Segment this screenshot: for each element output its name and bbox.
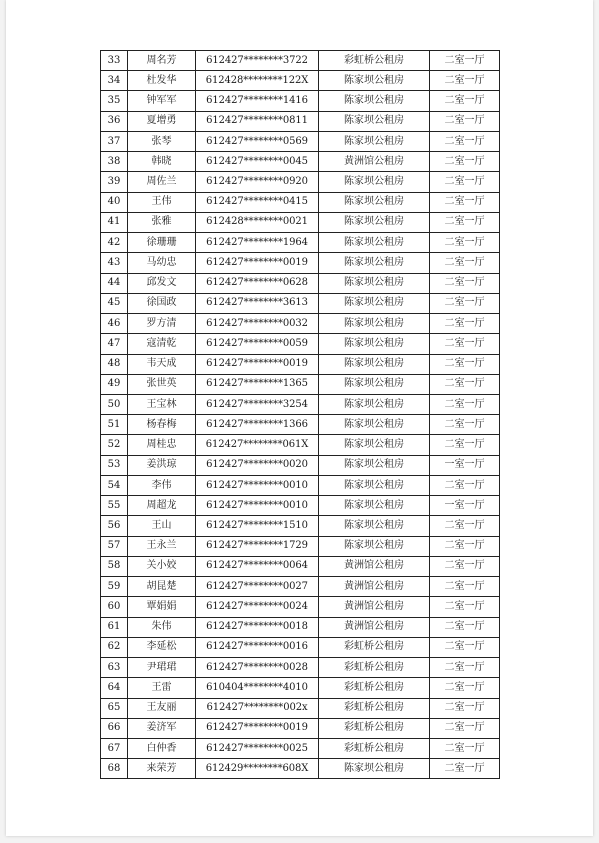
row-number-cell: 50 bbox=[101, 394, 128, 414]
tenant-name-cell: 杜发华 bbox=[128, 71, 196, 91]
id-number-cell: 612427********0028 bbox=[196, 658, 319, 678]
unit-type-cell: 二室一厅 bbox=[430, 131, 500, 151]
housing-project-cell: 陈家坝公租房 bbox=[319, 91, 430, 111]
housing-project-cell: 彩虹桥公租房 bbox=[319, 698, 430, 718]
tenant-name-cell: 徐国政 bbox=[128, 293, 196, 313]
row-number-cell: 57 bbox=[101, 536, 128, 556]
unit-type-cell: 二室一厅 bbox=[430, 91, 500, 111]
tenant-name-cell: 张世英 bbox=[128, 374, 196, 394]
housing-project-cell: 陈家坝公租房 bbox=[319, 314, 430, 334]
table-row bbox=[101, 556, 500, 576]
housing-project-cell: 彩虹桥公租房 bbox=[319, 658, 430, 678]
unit-type-cell: 二室一厅 bbox=[430, 374, 500, 394]
tenant-name-cell: 姜济军 bbox=[128, 718, 196, 738]
row-number-cell: 56 bbox=[101, 516, 128, 536]
id-number-cell: 612427********002x bbox=[196, 698, 319, 718]
table-row bbox=[101, 374, 500, 394]
housing-project-cell: 陈家坝公租房 bbox=[319, 374, 430, 394]
unit-type-cell: 二室一厅 bbox=[430, 192, 500, 212]
row-number-cell: 45 bbox=[101, 293, 128, 313]
id-number-cell: 612429********608X bbox=[196, 759, 319, 779]
tenant-name-cell: 王友丽 bbox=[128, 698, 196, 718]
unit-type-cell: 二室一厅 bbox=[430, 698, 500, 718]
tenant-name-cell: 来荣芳 bbox=[128, 759, 196, 779]
tenant-name-cell: 关小姣 bbox=[128, 556, 196, 576]
tenant-name-cell: 周超龙 bbox=[128, 496, 196, 516]
row-number-cell: 63 bbox=[101, 658, 128, 678]
id-number-cell: 612427********0019 bbox=[196, 354, 319, 374]
id-number-cell: 612427********0032 bbox=[196, 314, 319, 334]
housing-project-cell: 黄洲馆公租房 bbox=[319, 152, 430, 172]
id-number-cell: 612427********0628 bbox=[196, 273, 319, 293]
tenant-name-cell: 张雅 bbox=[128, 212, 196, 232]
table-row bbox=[101, 415, 500, 435]
tenant-name-cell: 张琴 bbox=[128, 131, 196, 151]
tenant-name-cell: 夏增勇 bbox=[128, 111, 196, 131]
row-number-cell: 41 bbox=[101, 212, 128, 232]
row-number-cell: 34 bbox=[101, 71, 128, 91]
unit-type-cell: 二室一厅 bbox=[430, 536, 500, 556]
housing-project-cell: 陈家坝公租房 bbox=[319, 212, 430, 232]
unit-type-cell: 二室一厅 bbox=[430, 435, 500, 455]
housing-project-cell: 彩虹桥公租房 bbox=[319, 51, 430, 71]
row-number-cell: 55 bbox=[101, 496, 128, 516]
table-row bbox=[101, 71, 500, 91]
row-number-cell: 54 bbox=[101, 475, 128, 495]
row-number-cell: 53 bbox=[101, 455, 128, 475]
row-number-cell: 51 bbox=[101, 415, 128, 435]
row-number-cell: 62 bbox=[101, 637, 128, 657]
unit-type-cell: 二室一厅 bbox=[430, 314, 500, 334]
unit-type-cell: 二室一厅 bbox=[430, 718, 500, 738]
unit-type-cell: 二室一厅 bbox=[430, 354, 500, 374]
housing-project-cell: 陈家坝公租房 bbox=[319, 759, 430, 779]
tenant-name-cell: 钟军军 bbox=[128, 91, 196, 111]
housing-project-cell: 陈家坝公租房 bbox=[319, 192, 430, 212]
table-row bbox=[101, 293, 500, 313]
unit-type-cell: 一室一厅 bbox=[430, 496, 500, 516]
row-number-cell: 65 bbox=[101, 698, 128, 718]
row-number-cell: 40 bbox=[101, 192, 128, 212]
housing-project-cell: 陈家坝公租房 bbox=[319, 394, 430, 414]
housing-project-cell: 陈家坝公租房 bbox=[319, 293, 430, 313]
id-number-cell: 612427********0024 bbox=[196, 597, 319, 617]
table-row bbox=[101, 212, 500, 232]
unit-type-cell: 二室一厅 bbox=[430, 738, 500, 758]
tenant-name-cell: 罗方清 bbox=[128, 314, 196, 334]
table-row bbox=[101, 172, 500, 192]
unit-type-cell: 二室一厅 bbox=[430, 394, 500, 414]
table-row bbox=[101, 273, 500, 293]
table-row bbox=[101, 394, 500, 414]
table-row bbox=[101, 637, 500, 657]
row-number-cell: 47 bbox=[101, 334, 128, 354]
table-row bbox=[101, 597, 500, 617]
unit-type-cell: 二室一厅 bbox=[430, 293, 500, 313]
housing-project-cell: 黄洲馆公租房 bbox=[319, 556, 430, 576]
table-row bbox=[101, 455, 500, 475]
unit-type-cell: 二室一厅 bbox=[430, 51, 500, 71]
tenant-name-cell: 覃娟娟 bbox=[128, 597, 196, 617]
housing-project-cell: 陈家坝公租房 bbox=[319, 131, 430, 151]
housing-project-cell: 陈家坝公租房 bbox=[319, 354, 430, 374]
id-number-cell: 612427********0010 bbox=[196, 496, 319, 516]
unit-type-cell: 二室一厅 bbox=[430, 516, 500, 536]
housing-project-cell: 陈家坝公租房 bbox=[319, 496, 430, 516]
id-number-cell: 612427********0018 bbox=[196, 617, 319, 637]
row-number-cell: 39 bbox=[101, 172, 128, 192]
id-number-cell: 612427********0064 bbox=[196, 556, 319, 576]
id-number-cell: 612427********0020 bbox=[196, 455, 319, 475]
tenant-name-cell: 王宝林 bbox=[128, 394, 196, 414]
table-row bbox=[101, 577, 500, 597]
housing-project-cell: 陈家坝公租房 bbox=[319, 536, 430, 556]
tenant-name-cell: 白仲香 bbox=[128, 738, 196, 758]
tenant-name-cell: 王伟 bbox=[128, 192, 196, 212]
id-number-cell: 612427********0920 bbox=[196, 172, 319, 192]
housing-project-cell: 彩虹桥公租房 bbox=[319, 718, 430, 738]
tenant-name-cell: 李伟 bbox=[128, 475, 196, 495]
tenant-name-cell: 周桂忠 bbox=[128, 435, 196, 455]
table-row bbox=[101, 658, 500, 678]
tenant-name-cell: 徐珊珊 bbox=[128, 233, 196, 253]
table-row bbox=[101, 233, 500, 253]
table-row bbox=[101, 718, 500, 738]
unit-type-cell: 二室一厅 bbox=[430, 111, 500, 131]
row-number-cell: 38 bbox=[101, 152, 128, 172]
housing-project-cell: 陈家坝公租房 bbox=[319, 71, 430, 91]
housing-project-cell: 陈家坝公租房 bbox=[319, 455, 430, 475]
table-row bbox=[101, 678, 500, 698]
id-number-cell: 612427********1366 bbox=[196, 415, 319, 435]
row-number-cell: 68 bbox=[101, 759, 128, 779]
unit-type-cell: 二室一厅 bbox=[430, 475, 500, 495]
id-number-cell: 612427********0045 bbox=[196, 152, 319, 172]
table-row bbox=[101, 698, 500, 718]
id-number-cell: 612427********0811 bbox=[196, 111, 319, 131]
id-number-cell: 612427********3254 bbox=[196, 394, 319, 414]
id-number-cell: 612427********0027 bbox=[196, 577, 319, 597]
row-number-cell: 61 bbox=[101, 617, 128, 637]
housing-project-cell: 陈家坝公租房 bbox=[319, 415, 430, 435]
table-row bbox=[101, 496, 500, 516]
table-row bbox=[101, 192, 500, 212]
table-row bbox=[101, 617, 500, 637]
row-number-cell: 58 bbox=[101, 556, 128, 576]
tenant-name-cell: 王山 bbox=[128, 516, 196, 536]
row-number-cell: 36 bbox=[101, 111, 128, 131]
id-number-cell: 612427********0019 bbox=[196, 253, 319, 273]
housing-project-cell: 陈家坝公租房 bbox=[319, 253, 430, 273]
table-row bbox=[101, 738, 500, 758]
housing-project-cell: 陈家坝公租房 bbox=[319, 516, 430, 536]
tenant-name-cell: 王雷 bbox=[128, 678, 196, 698]
row-number-cell: 33 bbox=[101, 51, 128, 71]
housing-project-cell: 彩虹桥公租房 bbox=[319, 738, 430, 758]
row-number-cell: 43 bbox=[101, 253, 128, 273]
row-number-cell: 66 bbox=[101, 718, 128, 738]
allocation-table-body bbox=[101, 51, 500, 779]
table-row bbox=[101, 91, 500, 111]
id-number-cell: 610404********4010 bbox=[196, 678, 319, 698]
row-number-cell: 48 bbox=[101, 354, 128, 374]
unit-type-cell: 二室一厅 bbox=[430, 273, 500, 293]
row-number-cell: 60 bbox=[101, 597, 128, 617]
housing-project-cell: 陈家坝公租房 bbox=[319, 334, 430, 354]
unit-type-cell: 二室一厅 bbox=[430, 637, 500, 657]
tenant-name-cell: 李延松 bbox=[128, 637, 196, 657]
tenant-name-cell: 周名芳 bbox=[128, 51, 196, 71]
row-number-cell: 67 bbox=[101, 738, 128, 758]
tenant-name-cell: 马幼忠 bbox=[128, 253, 196, 273]
id-number-cell: 612427********1729 bbox=[196, 536, 319, 556]
document-page bbox=[6, 0, 593, 836]
unit-type-cell: 二室一厅 bbox=[430, 577, 500, 597]
row-number-cell: 52 bbox=[101, 435, 128, 455]
row-number-cell: 49 bbox=[101, 374, 128, 394]
table-row bbox=[101, 435, 500, 455]
unit-type-cell: 一室一厅 bbox=[430, 455, 500, 475]
table-row bbox=[101, 314, 500, 334]
unit-type-cell: 二室一厅 bbox=[430, 658, 500, 678]
id-number-cell: 612427********3613 bbox=[196, 293, 319, 313]
housing-project-cell: 陈家坝公租房 bbox=[319, 111, 430, 131]
table-row bbox=[101, 516, 500, 536]
table-row bbox=[101, 111, 500, 131]
unit-type-cell: 二室一厅 bbox=[430, 556, 500, 576]
housing-project-cell: 黄洲馆公租房 bbox=[319, 577, 430, 597]
unit-type-cell: 二室一厅 bbox=[430, 617, 500, 637]
id-number-cell: 612428********122X bbox=[196, 71, 319, 91]
table-row bbox=[101, 131, 500, 151]
id-number-cell: 612427********0569 bbox=[196, 131, 319, 151]
id-number-cell: 612427********0025 bbox=[196, 738, 319, 758]
unit-type-cell: 二室一厅 bbox=[430, 597, 500, 617]
unit-type-cell: 二室一厅 bbox=[430, 172, 500, 192]
table-row bbox=[101, 536, 500, 556]
tenant-name-cell: 胡昆楚 bbox=[128, 577, 196, 597]
table-row bbox=[101, 51, 500, 71]
tenant-name-cell: 邱发文 bbox=[128, 273, 196, 293]
unit-type-cell: 二室一厅 bbox=[430, 212, 500, 232]
id-number-cell: 612428********0021 bbox=[196, 212, 319, 232]
allocation-table bbox=[100, 50, 500, 779]
housing-project-cell: 黄洲馆公租房 bbox=[319, 617, 430, 637]
housing-project-cell: 陈家坝公租房 bbox=[319, 475, 430, 495]
row-number-cell: 46 bbox=[101, 314, 128, 334]
table-row bbox=[101, 354, 500, 374]
housing-project-cell: 彩虹桥公租房 bbox=[319, 678, 430, 698]
row-number-cell: 59 bbox=[101, 577, 128, 597]
housing-project-cell: 陈家坝公租房 bbox=[319, 233, 430, 253]
table-row bbox=[101, 759, 500, 779]
housing-project-cell: 彩虹桥公租房 bbox=[319, 637, 430, 657]
unit-type-cell: 二室一厅 bbox=[430, 253, 500, 273]
id-number-cell: 612427********0019 bbox=[196, 718, 319, 738]
tenant-name-cell: 韦天成 bbox=[128, 354, 196, 374]
unit-type-cell: 二室一厅 bbox=[430, 71, 500, 91]
id-number-cell: 612427********0415 bbox=[196, 192, 319, 212]
housing-project-cell: 黄洲馆公租房 bbox=[319, 597, 430, 617]
unit-type-cell: 二室一厅 bbox=[430, 759, 500, 779]
id-number-cell: 612427********1365 bbox=[196, 374, 319, 394]
id-number-cell: 612427********1510 bbox=[196, 516, 319, 536]
tenant-name-cell: 姜洪琼 bbox=[128, 455, 196, 475]
row-number-cell: 37 bbox=[101, 131, 128, 151]
table-row bbox=[101, 334, 500, 354]
tenant-name-cell: 寇清乾 bbox=[128, 334, 196, 354]
unit-type-cell: 二室一厅 bbox=[430, 334, 500, 354]
tenant-name-cell: 周佐兰 bbox=[128, 172, 196, 192]
tenant-name-cell: 朱伟 bbox=[128, 617, 196, 637]
table-row bbox=[101, 475, 500, 495]
id-number-cell: 612427********0016 bbox=[196, 637, 319, 657]
id-number-cell: 612427********0010 bbox=[196, 475, 319, 495]
tenant-name-cell: 尹珺珺 bbox=[128, 658, 196, 678]
unit-type-cell: 二室一厅 bbox=[430, 678, 500, 698]
row-number-cell: 44 bbox=[101, 273, 128, 293]
tenant-name-cell: 王永兰 bbox=[128, 536, 196, 556]
table-row bbox=[101, 152, 500, 172]
tenant-name-cell: 杨春梅 bbox=[128, 415, 196, 435]
unit-type-cell: 二室一厅 bbox=[430, 415, 500, 435]
id-number-cell: 612427********3722 bbox=[196, 51, 319, 71]
tenant-name-cell: 韩晓 bbox=[128, 152, 196, 172]
housing-project-cell: 陈家坝公租房 bbox=[319, 172, 430, 192]
row-number-cell: 35 bbox=[101, 91, 128, 111]
id-number-cell: 612427********1416 bbox=[196, 91, 319, 111]
id-number-cell: 612427********061X bbox=[196, 435, 319, 455]
housing-project-cell: 陈家坝公租房 bbox=[319, 435, 430, 455]
id-number-cell: 612427********1964 bbox=[196, 233, 319, 253]
unit-type-cell: 二室一厅 bbox=[430, 152, 500, 172]
unit-type-cell: 二室一厅 bbox=[430, 233, 500, 253]
id-number-cell: 612427********0059 bbox=[196, 334, 319, 354]
row-number-cell: 42 bbox=[101, 233, 128, 253]
table-row bbox=[101, 253, 500, 273]
row-number-cell: 64 bbox=[101, 678, 128, 698]
housing-project-cell: 陈家坝公租房 bbox=[319, 273, 430, 293]
